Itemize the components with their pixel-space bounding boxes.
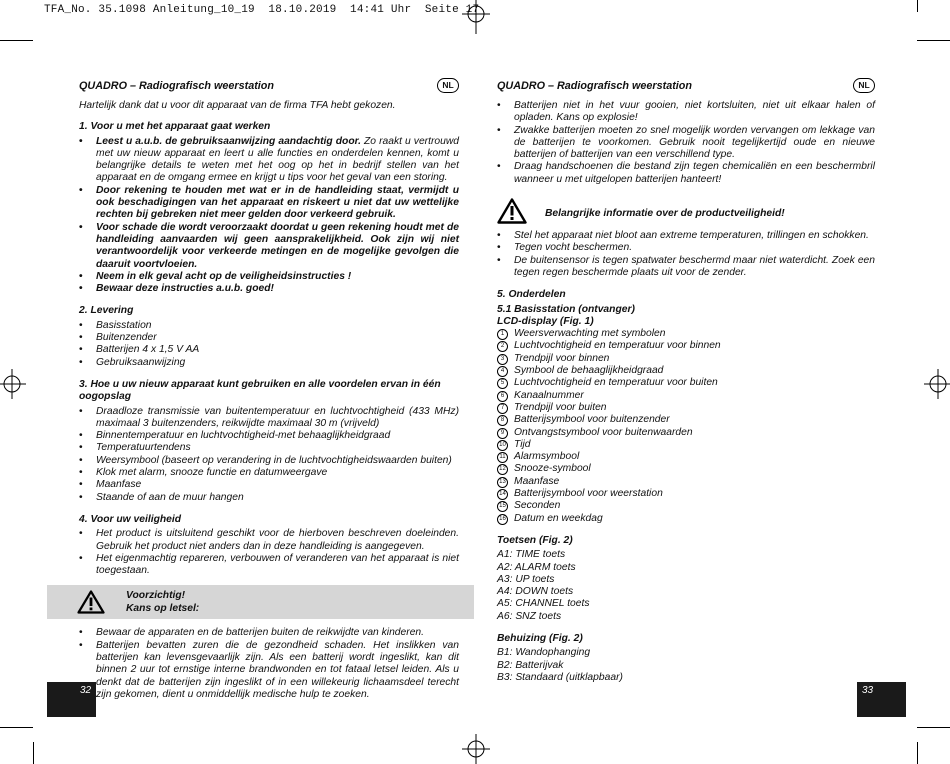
list-item-text: Batterijsymbool voor buitenzender <box>514 414 670 426</box>
list-item-text: Weersverwachting met symbolen <box>514 328 666 340</box>
list-item-text: Alarmsymbool <box>514 451 580 463</box>
list-item: • Batterijen niet in het vuur gooien, niet kortsluiten, niet uit elkaar halen of opladen. Kans op explosie! <box>497 100 875 125</box>
list-item <box>497 439 875 451</box>
page-number-box <box>47 682 96 717</box>
caution-band <box>47 585 474 619</box>
list-item <box>497 427 875 439</box>
before-use-list <box>79 136 459 296</box>
product-safety-heading: Belangrijke informatie over de productveiligheid! <box>545 208 785 220</box>
right-page <box>497 80 875 684</box>
crop-mark <box>917 0 918 12</box>
page-number-box <box>857 682 906 717</box>
list-item: B3: Standaard (uitklapbaar) <box>497 671 623 683</box>
list-item-text: Luchtvochtigheid en temperatuur voor buiten <box>514 377 718 389</box>
list-item: B2: Batterijvak <box>497 659 564 671</box>
warning-triangle-icon <box>77 590 105 614</box>
battery-list <box>497 100 875 186</box>
number-circle: 10 <box>497 440 508 451</box>
list-item: • Weersymbool (baseert op verandering in de luchtvochtigheidswaarden buiten) <box>79 455 459 467</box>
list-item-text: Trendpijl voor buiten <box>514 401 607 413</box>
list-item: • Bewaar de apparaten en de batterijen buiten de reikwijdte van kinderen. <box>79 627 459 639</box>
number-circle: 6 <box>497 391 508 402</box>
subsection-heading: 5.1 Basisstation (ontvanger) <box>497 303 635 315</box>
page-title: QUADRO – Radiografisch weerstation <box>497 80 692 92</box>
list-item: • Maanfase <box>79 479 459 491</box>
list-item: A6: SNZ toets <box>497 610 562 622</box>
list-item: A4: DOWN toets <box>497 586 574 598</box>
list-item-text: Ontvangstsymbool voor buitenwaarden <box>514 426 693 438</box>
number-circle: 4 <box>497 366 508 377</box>
safety-list <box>79 528 459 577</box>
list-item: • De buitensensor is tegen spatwater beschermd maar niet waterdicht. Zoek een tegen regen beschermde plaats uit voor de zender. <box>497 255 875 280</box>
registration-mark-icon <box>462 0 490 34</box>
product-safety-warning <box>497 198 875 228</box>
list-item-bold: Neem in elk geval acht op de veiligheidsinstructies ! <box>96 270 352 282</box>
list-item-bold: Voor schade die wordt veroorzaakt doordat u geen rekening houdt met de handleiding aanvaarden wij geen aansprakelijkheid. Ook zijn wij niet verantwoordelijk voor verkeerde metingen en de mogelijke gevolgen die daaruit voortvloeien. <box>96 221 459 270</box>
list-item: • Stel het apparaat niet bloot aan extreme temperaturen, trillingen en schokken. <box>497 230 875 242</box>
list-item <box>79 222 459 271</box>
list-item-bold: Door rekening te houden met wat er in de handleiding staat, vermijdt u ook beschadigingen van het apparaat en riskeert u niet dat uw wettelijke rechten bij gebreken niet meer gelden door verkeerd gebruik. <box>96 184 459 221</box>
list-item-text: Symbool de behaaglijkheidgraad <box>514 365 664 377</box>
list-item-text: Kanaalnummer <box>514 389 584 401</box>
list-item <box>497 500 875 512</box>
list-item-text: Zo raakt u vertrouwd met uw nieuw apparaat en leert u alle functies en onderdelen kennen, komt u belangrijke details te weten met het oog op het in bedrijf stellen van het apparaat en de omgang ermee en krijgt u tips voor het geval van een storing. <box>96 135 460 184</box>
list-item <box>79 136 459 185</box>
list-item: A5: CHANNEL toets <box>497 598 590 610</box>
list-item: • Zwakke batterijen moeten zo snel mogelijk worden vervangen om lekkage van de batterijen te voorkomen. Gebruik nooit tegelijkertijd oude en nieuwe batterijen of batterijen van een verschillend type. <box>497 125 875 162</box>
list-item: • Staande of aan de muur hangen <box>79 492 459 504</box>
list-item <box>497 476 875 488</box>
list-item <box>497 340 875 352</box>
crop-mark <box>917 40 950 41</box>
intro-text: Hartelijk dank dat u voor dit apparaat van de firma TFA hebt gekozen. <box>79 100 396 111</box>
registration-mark-icon <box>0 369 26 399</box>
list-item-text: Maanfase <box>514 475 560 487</box>
number-circle: 7 <box>497 403 508 414</box>
subsection-heading: LCD-display (Fig. 1) <box>497 315 594 327</box>
number-circle: 1 <box>497 329 508 340</box>
list-item: • Draadloze transmissie van buitentemperatuur en luchtvochtigheid (433 MHz) maximaal 3 buitenzenders, reikwijdte maximaal 30 m (vrijveld) <box>79 406 459 431</box>
list-item: • Binnentemperatuur en luchtvochtigheid-met behaaglijkheidgraad <box>79 430 459 442</box>
number-circle: 15 <box>497 501 508 512</box>
number-circle: 14 <box>497 489 508 500</box>
list-item: • Draag handschoenen die bestand zijn tegen chemicaliën en een beschermbril wanneer u met uitgelopen batterijen hanteert! <box>497 161 875 186</box>
section-heading: 5. Onderdelen <box>497 289 566 301</box>
right-title-row <box>497 80 875 94</box>
list-item-bold: Leest u a.u.b. de gebruiksaanwijzing aandachtig door. <box>96 135 361 147</box>
list-item: A1: TIME toets <box>497 549 566 561</box>
number-circle: 16 <box>497 514 508 525</box>
list-item: • Temperatuurtendens <box>79 442 459 454</box>
crop-mark <box>33 742 34 764</box>
number-circle: 13 <box>497 477 508 488</box>
list-item: • Buitenzender <box>79 332 459 344</box>
crop-mark <box>0 40 33 41</box>
crop-mark <box>0 727 33 728</box>
list-item: • Klok met alarm, snooze functie en datumweergave <box>79 467 459 479</box>
list-item <box>497 402 875 414</box>
list-item: • Tegen vocht beschermen. <box>497 242 875 254</box>
language-badge: NL <box>437 78 459 93</box>
list-item: A3: UP toets <box>497 573 555 585</box>
page-title: QUADRO – Radiografisch weerstation <box>79 80 274 92</box>
list-item <box>497 488 875 500</box>
list-item <box>79 185 459 222</box>
list-item: • Batterijen 4 x 1,5 V AA <box>79 344 459 356</box>
list-item-text: Luchtvochtigheid en temperatuur voor binnen <box>514 340 721 352</box>
list-item <box>497 463 875 475</box>
housing-list <box>497 647 875 684</box>
number-circle: 2 <box>497 341 508 352</box>
number-circle: 5 <box>497 378 508 389</box>
list-item <box>79 271 459 283</box>
list-item <box>497 390 875 402</box>
number-circle: 9 <box>497 428 508 439</box>
list-item-text: Tijd <box>514 438 531 450</box>
warning-triangle-icon <box>497 198 527 224</box>
list-item <box>497 328 875 340</box>
caution-text <box>126 590 199 615</box>
caution-title: Voorzichtig! <box>126 590 186 602</box>
list-item: A2: ALARM toets <box>497 561 576 573</box>
list-item: B1: Wandophanging <box>497 647 591 659</box>
list-item-text: Batterijsymbool voor weerstation <box>514 488 663 500</box>
page-number: 33 <box>862 685 874 696</box>
section-heading: 2. Levering <box>79 305 134 317</box>
list-item: • Het product is uitsluitend geschikt voor de hierboven beschreven doeleinden. Gebruik het product niet anders dan in deze handleiding is aangegeven. <box>79 528 459 553</box>
crop-mark <box>917 742 918 764</box>
section-heading: Behuizing (Fig. 2) <box>497 632 583 644</box>
list-item <box>79 283 459 295</box>
list-item <box>497 513 875 525</box>
number-circle: 3 <box>497 354 508 365</box>
list-item: • Basisstation <box>79 320 459 332</box>
number-circle: 8 <box>497 415 508 426</box>
list-item: • Het eigenmachtig repareren, verbouwen of veranderen van het apparaat is niet toegestaan. <box>79 553 459 578</box>
left-page <box>79 80 459 701</box>
section-heading: 4. Voor uw veiligheid <box>79 513 182 525</box>
number-circle: 11 <box>497 452 508 463</box>
list-item-text: Seconden <box>514 500 561 512</box>
product-safety-list <box>497 230 875 279</box>
caution-subtitle: Kans op letsel: <box>126 602 200 614</box>
features-list <box>79 406 459 504</box>
lcd-parts-list <box>497 328 875 525</box>
registration-mark-icon <box>462 734 490 764</box>
section-heading: 1. Voor u met het apparaat gaat werken <box>79 121 271 133</box>
list-item <box>497 414 875 426</box>
caution-list <box>79 627 459 701</box>
list-item-bold: Bewaar deze instructies a.u.b. goed! <box>96 283 274 295</box>
number-circle: 12 <box>497 464 508 475</box>
list-item-text: Trendpijl voor binnen <box>514 352 610 364</box>
list-item <box>497 365 875 377</box>
list-item: • Batterijen bevatten zuren die de gezondheid schaden. Het inslikken van batterijen kan levensgevaarlijk zijn. Als een batterij wordt ingeslikt, kan dit binnen 2 uur tot ernstige interne brandwonden en tot fataal letsel leiden. Als u denkt dat de batterijen zijn ingeslikt of in een willekeurig lichaamsdeel terecht zijn gekomen, dient u onmiddellijk medische hulp te zoeken. <box>79 640 459 701</box>
list-item <box>497 353 875 365</box>
crop-mark <box>917 727 950 728</box>
list-item-text: Datum en weekdag <box>514 512 603 524</box>
list-item-text: Snooze-symbool <box>514 463 591 475</box>
section-heading: Toetsen (Fig. 2) <box>497 534 573 546</box>
list-item <box>497 451 875 463</box>
language-badge: NL <box>853 78 875 93</box>
delivery-list <box>79 320 459 369</box>
page-number: 32 <box>80 685 92 696</box>
buttons-list <box>497 549 875 623</box>
section-heading: 3. Hoe u uw nieuw apparaat kunt gebruiken en alle voordelen ervan in één oogopslag <box>79 378 441 403</box>
left-title-row <box>79 80 459 94</box>
list-item: • Gebruiksaanwijzing <box>79 357 459 369</box>
print-header: TFA_No. 35.1098 Anleitung_10_19 18.10.2019 14:41 Uhr Seite 17 <box>44 4 480 16</box>
registration-mark-icon <box>924 369 950 399</box>
list-item <box>497 377 875 389</box>
